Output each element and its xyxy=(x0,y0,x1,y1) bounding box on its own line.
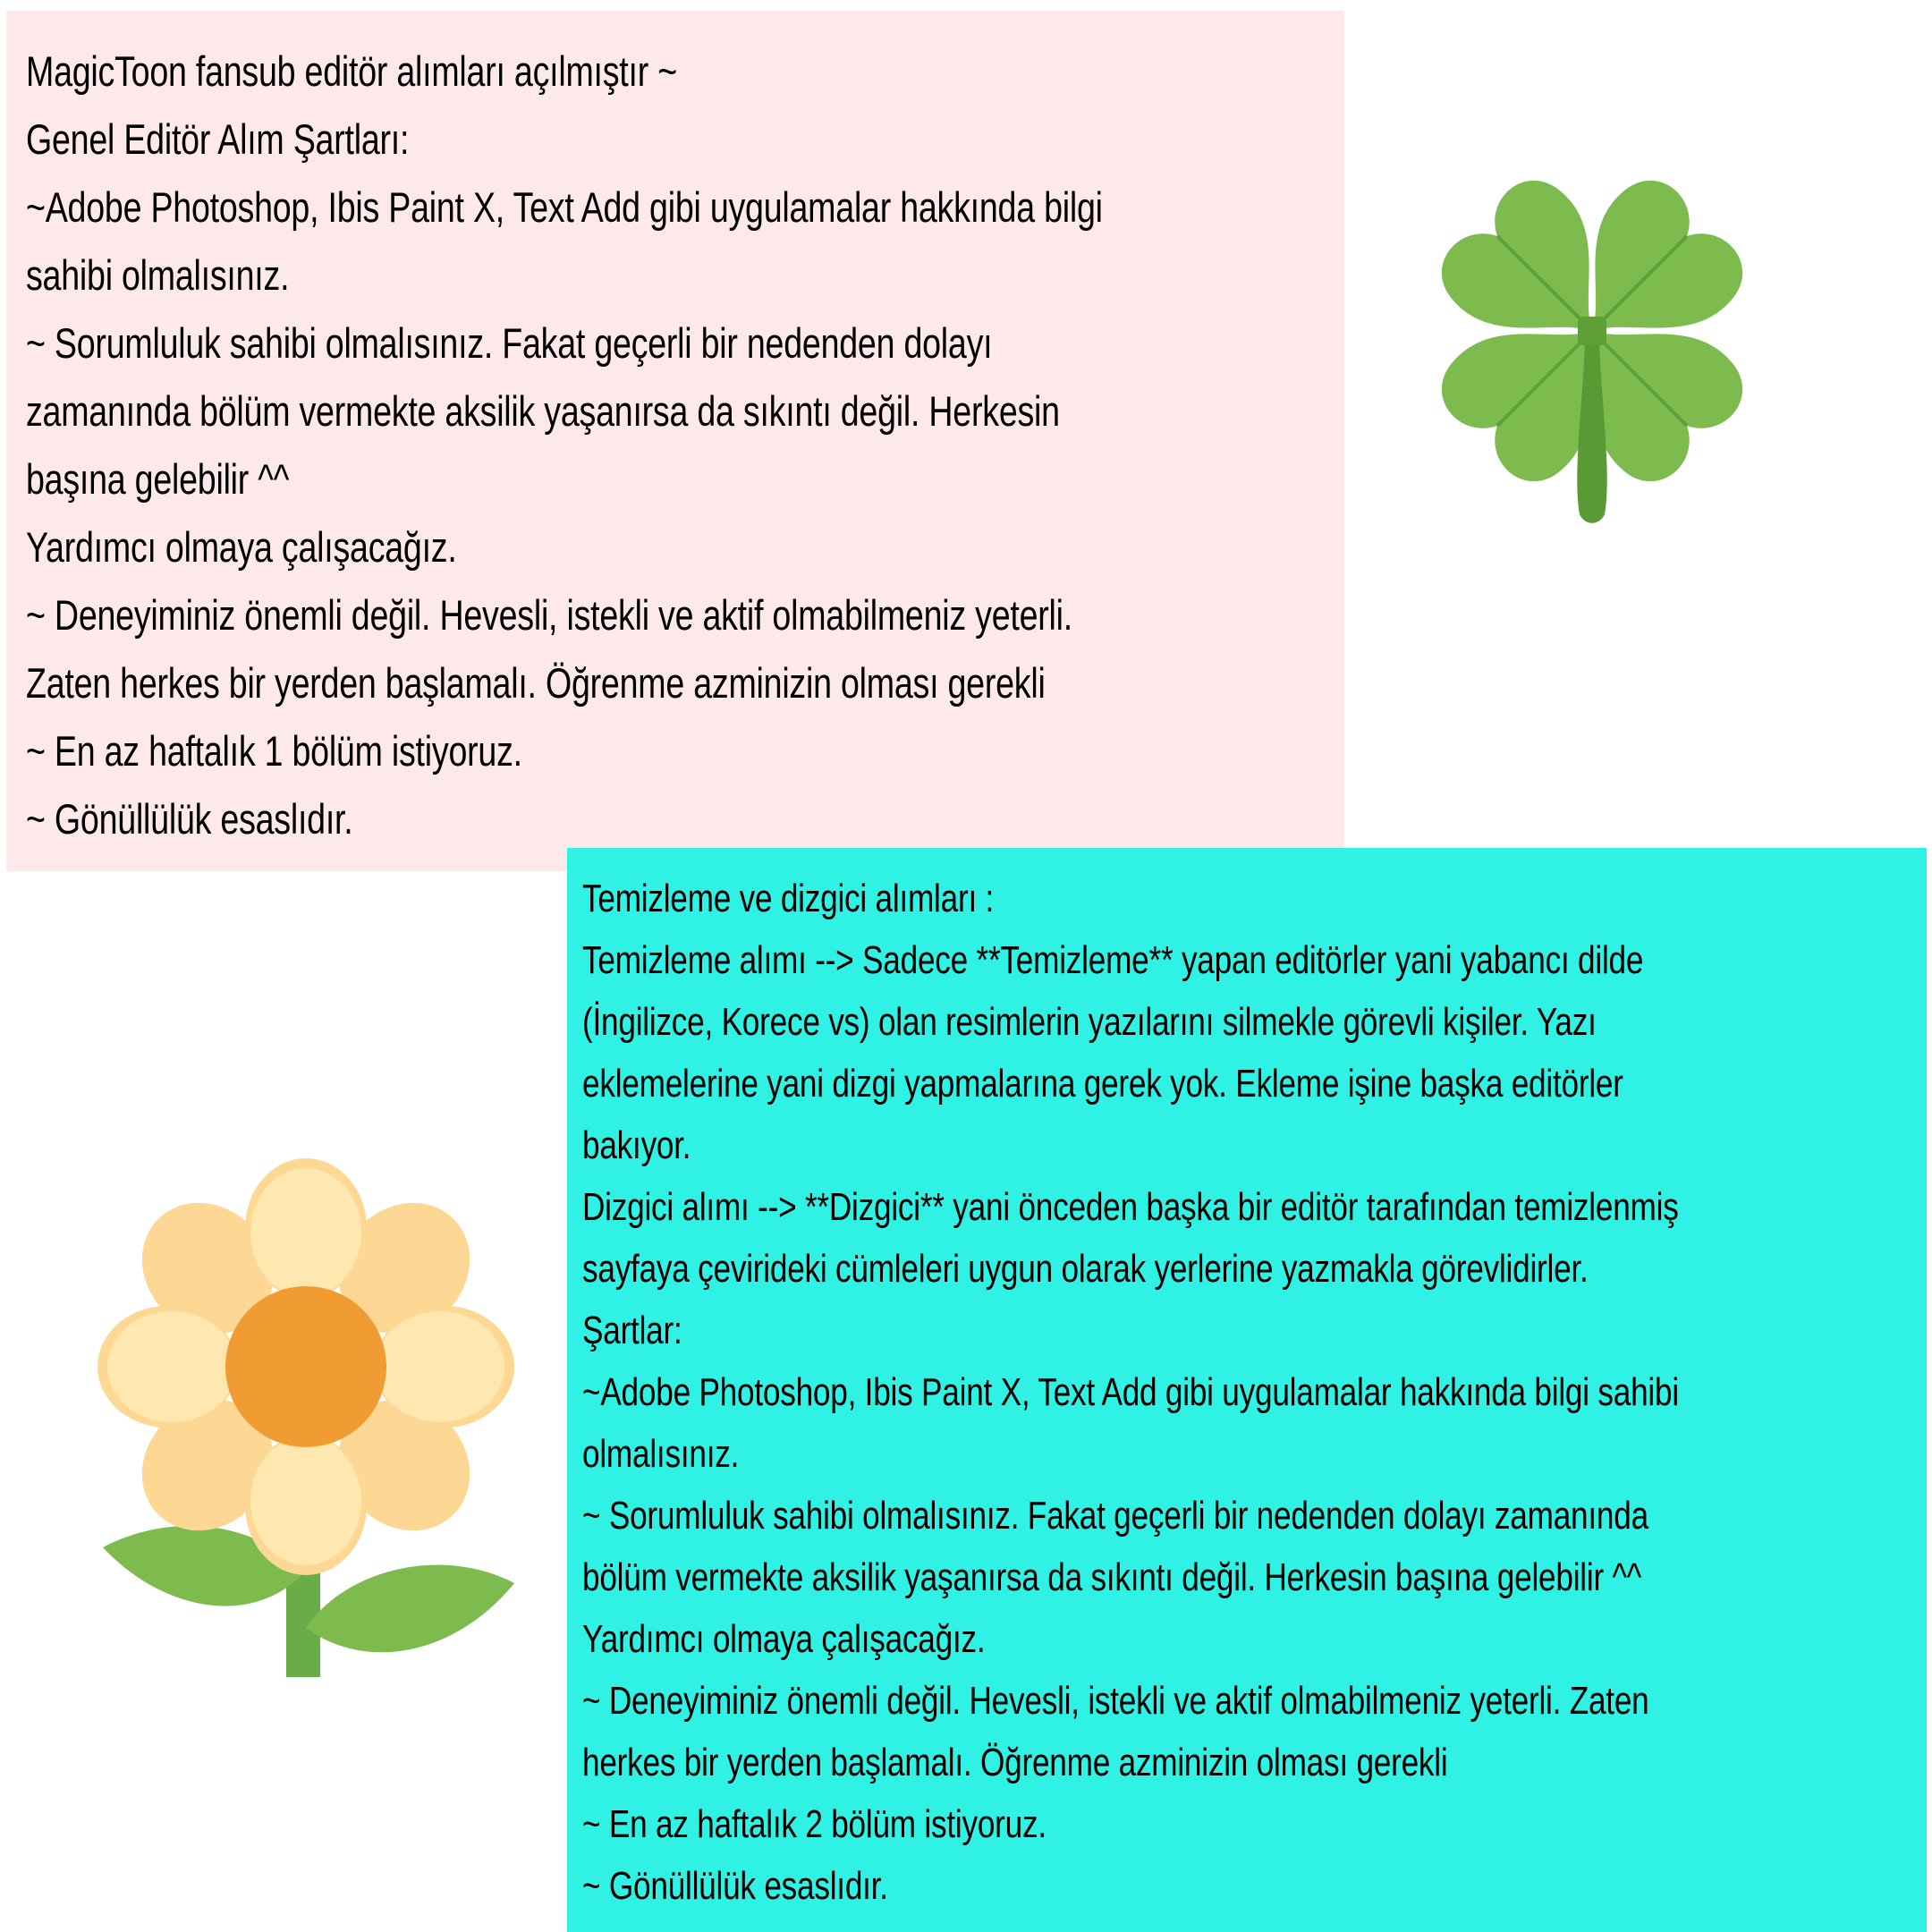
text-line: ~Adobe Photoshop, Ibis Paint X, Text Add gibi uygulamalar hakkında bilgi xyxy=(26,183,1103,231)
text-line: ~ Sorumluluk sahibi olmalısınız. Fakat geçerli bir nedenden dolayı zamanında xyxy=(582,1494,1648,1538)
text-line: MagicToon fansub editör alımları açılmıştır ~ xyxy=(26,47,677,95)
text-line: Zaten herkes bir yerden başlamalı. Öğrenme azminizin olması gerekli xyxy=(26,659,1046,707)
cleaning-typesetting-panel xyxy=(567,848,1927,1932)
text-line: (İngilizce, Korece vs) olan resimlerin yazılarını silmekle görevli kişiler. Yazı xyxy=(582,1000,1597,1044)
text-line: sahibi olmalısınız. xyxy=(26,251,290,299)
text-line: ~Adobe Photoshop, Ibis Paint X, Text Add gibi uygulamalar hakkında bilgi sahibi xyxy=(582,1370,1679,1414)
four-leaf-clover-icon xyxy=(1377,134,1807,564)
text-line: ~ Gönüllülük esaslıdır. xyxy=(26,795,353,843)
text-line: ~ En az haftalık 1 bölüm istiyoruz. xyxy=(26,727,522,775)
text-line: ~ Deneyiminiz önemli değil. Hevesli, istekli ve aktif olmabilmeniz yeterli. xyxy=(26,591,1072,639)
text-line: olmalısınız. xyxy=(582,1432,740,1476)
text-line: başına gelebilir ^^ xyxy=(26,455,290,503)
cleaning-typesetting-text xyxy=(582,868,1912,1917)
text-line: Dizgici alımı --> **Dizgici** yani önceden başka bir editör tarafından temizlenmiş xyxy=(582,1185,1679,1229)
text-line: ~ Sorumluluk sahibi olmalısınız. Fakat geçerli bir nedenden dolayı xyxy=(26,319,993,367)
text-line: Yardımcı olmaya çalışacağız. xyxy=(582,1617,986,1661)
text-line: Temizleme ve dizgici alımları : xyxy=(582,877,995,920)
text-line: ~ Deneyiminiz önemli değil. Hevesli, istekli ve aktif olmabilmeniz yeterli. Zaten xyxy=(582,1679,1649,1723)
text-line: Şartlar: xyxy=(582,1309,682,1352)
flower-icon xyxy=(72,1127,555,1699)
text-line: herkes bir yerden başlamalı. Öğrenme azminizin olması gerekli xyxy=(582,1741,1448,1784)
text-line: Yardımcı olmaya çalışacağız. xyxy=(26,523,457,571)
text-line: Temizleme alımı --> Sadece **Temizleme** yapan editörler yani yabancı dilde xyxy=(582,938,1644,982)
text-line: bakıyor. xyxy=(582,1123,691,1167)
text-line: Genel Editör Alım Şartları: xyxy=(26,115,410,163)
text-line: zamanında bölüm vermekte aksilik yaşanırsa da sıkıntı değil. Herkesin xyxy=(26,387,1060,435)
general-requirements-panel xyxy=(6,11,1344,871)
general-requirements-text xyxy=(26,38,1325,853)
text-line: sayfaya çevirideki cümleleri uygun olarak yerlerine yazmakla görevlidirler. xyxy=(582,1247,1589,1291)
text-line: ~ En az haftalık 2 bölüm istiyoruz. xyxy=(582,1802,1046,1846)
text-line: bölüm vermekte aksilik yaşanırsa da sıkıntı değil. Herkesin başına gelebilir ^^ xyxy=(582,1555,1642,1599)
text-line: eklemelerine yani dizgi yapmalarına gerek yok. Ekleme işine başka editörler xyxy=(582,1062,1623,1106)
text-line: ~ Gönüllülük esaslıdır. xyxy=(582,1864,888,1908)
